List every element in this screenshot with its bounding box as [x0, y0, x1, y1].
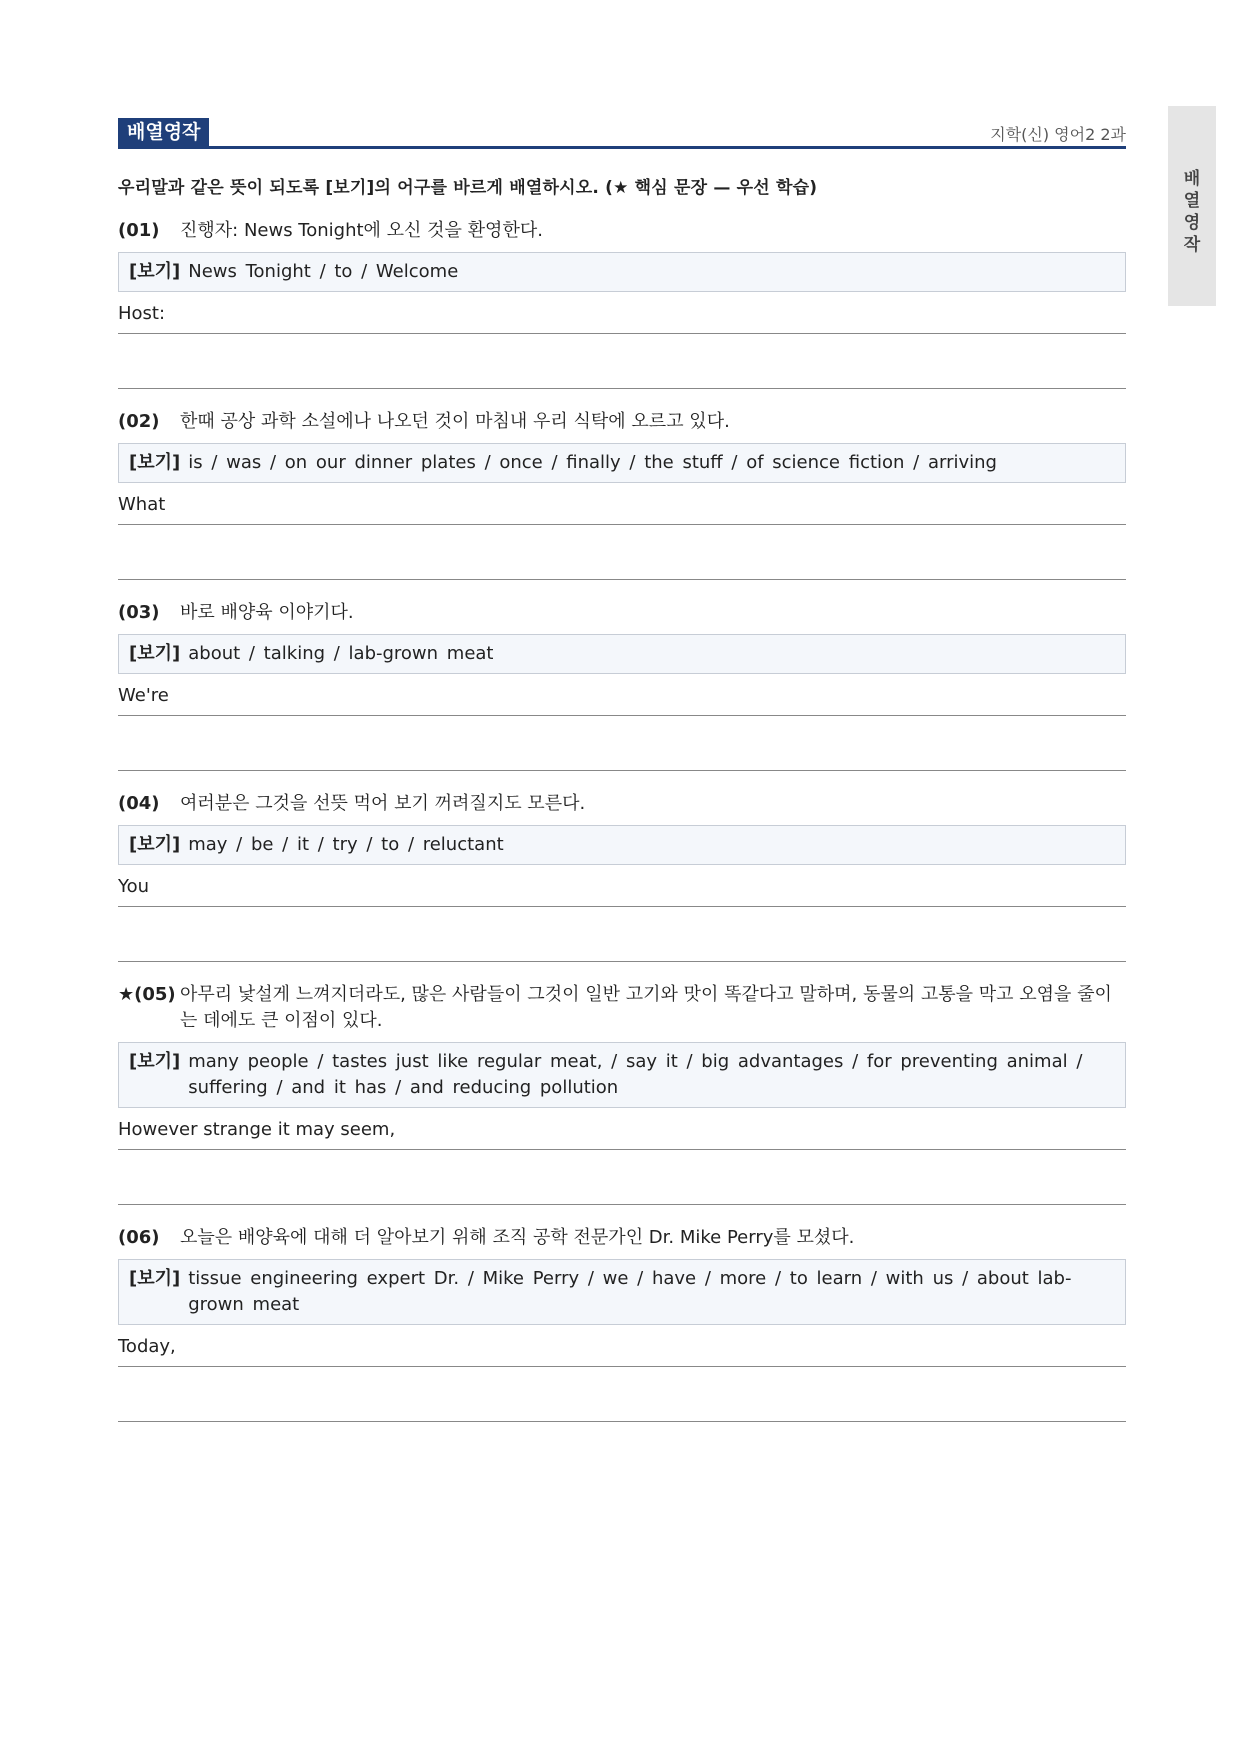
- question-number: (04): [118, 793, 160, 814]
- word-box-words: may / be / it / try / to / reluctant: [188, 834, 504, 855]
- question-01: [118, 218, 1126, 389]
- word-box-words: about / talking / lab-grown meat: [188, 643, 494, 664]
- question-05: [118, 982, 1126, 1205]
- answer-line[interactable]: [118, 525, 1126, 580]
- word-box-label: [보기]: [129, 1051, 181, 1072]
- question-korean: 아무리 낯설게 느껴지더라도, 많은 사람들이 그것이 일반 고기와 맛이 똑같다고 말하며, 동물의 고통을 막고 오염을 줄이는 데에도 큰 이점이 있다.: [180, 984, 1112, 1031]
- question-number: (06): [118, 1227, 160, 1248]
- word-box-label: [보기]: [129, 643, 181, 664]
- question-korean: 진행자: News Tonight에 오신 것을 환영한다.: [180, 220, 543, 241]
- answer-line-start[interactable]: We're: [118, 685, 1126, 716]
- question-03: [118, 600, 1126, 771]
- word-box-words: News Tonight / to / Welcome: [188, 261, 459, 282]
- answer-line[interactable]: [118, 1150, 1126, 1205]
- word-box-words: is / was / on our dinner plates / once / finally / the stuff / of science fiction / arriving: [188, 452, 997, 473]
- answer-line-start[interactable]: What: [118, 494, 1126, 525]
- answer-line-start[interactable]: Host:: [118, 303, 1126, 334]
- question-korean: 여러분은 그것을 선뜻 먹어 보기 꺼려질지도 모른다.: [180, 793, 586, 814]
- answer-line[interactable]: [118, 907, 1126, 962]
- question-02: [118, 409, 1126, 580]
- word-box: [118, 252, 1126, 292]
- word-box-label: [보기]: [129, 261, 181, 282]
- side-tab-label: 배열영작: [1183, 169, 1201, 255]
- question-korean: 한때 공상 과학 소설에나 나오던 것이 마침내 우리 식탁에 오르고 있다.: [180, 411, 730, 432]
- word-box: [118, 825, 1126, 865]
- word-box-label: [보기]: [129, 834, 181, 855]
- course-label: 지학(신) 영어2 2과: [990, 125, 1126, 144]
- worksheet-page: [118, 118, 1126, 1422]
- word-box: [118, 443, 1126, 483]
- word-box-label: [보기]: [129, 1268, 181, 1289]
- word-box: [118, 1259, 1126, 1325]
- word-box-words: tissue engineering expert Dr. / Mike Perry / we / have / more / to learn / with us / about lab-grown meat: [188, 1268, 1072, 1315]
- question-korean: 바로 배양육 이야기다.: [180, 602, 354, 623]
- instruction-text: 우리말과 같은 뜻이 되도록 [보기]의 어구를 바르게 배열하시오. (★ 핵심 문장 — 우선 학습): [118, 178, 818, 198]
- question-number: ★(05): [118, 984, 176, 1005]
- answer-line[interactable]: [118, 716, 1126, 771]
- page-header: [118, 118, 1126, 149]
- word-box: [118, 634, 1126, 674]
- answer-line[interactable]: [118, 334, 1126, 389]
- answer-line-start[interactable]: You: [118, 876, 1126, 907]
- question-06: [118, 1225, 1126, 1422]
- question-04: [118, 791, 1126, 962]
- word-box-words: many people / tastes just like regular meat, / say it / big advantages / for preventing animal / suffering / and it has / and reducing pollution: [188, 1051, 1083, 1098]
- question-number: (01): [118, 220, 160, 241]
- side-section-tab: [1168, 106, 1216, 306]
- answer-line[interactable]: [118, 1367, 1126, 1422]
- answer-line-start[interactable]: However strange it may seem,: [118, 1119, 1126, 1150]
- word-box: [118, 1042, 1126, 1108]
- answer-line-start[interactable]: Today,: [118, 1336, 1126, 1367]
- question-number: (02): [118, 411, 160, 432]
- word-box-label: [보기]: [129, 452, 181, 473]
- question-number: (03): [118, 602, 160, 623]
- question-korean: 오늘은 배양육에 대해 더 알아보기 위해 조직 공학 전문가인 Dr. Mike Perry를 모셨다.: [180, 1227, 855, 1248]
- section-badge: 배열영작: [118, 118, 209, 146]
